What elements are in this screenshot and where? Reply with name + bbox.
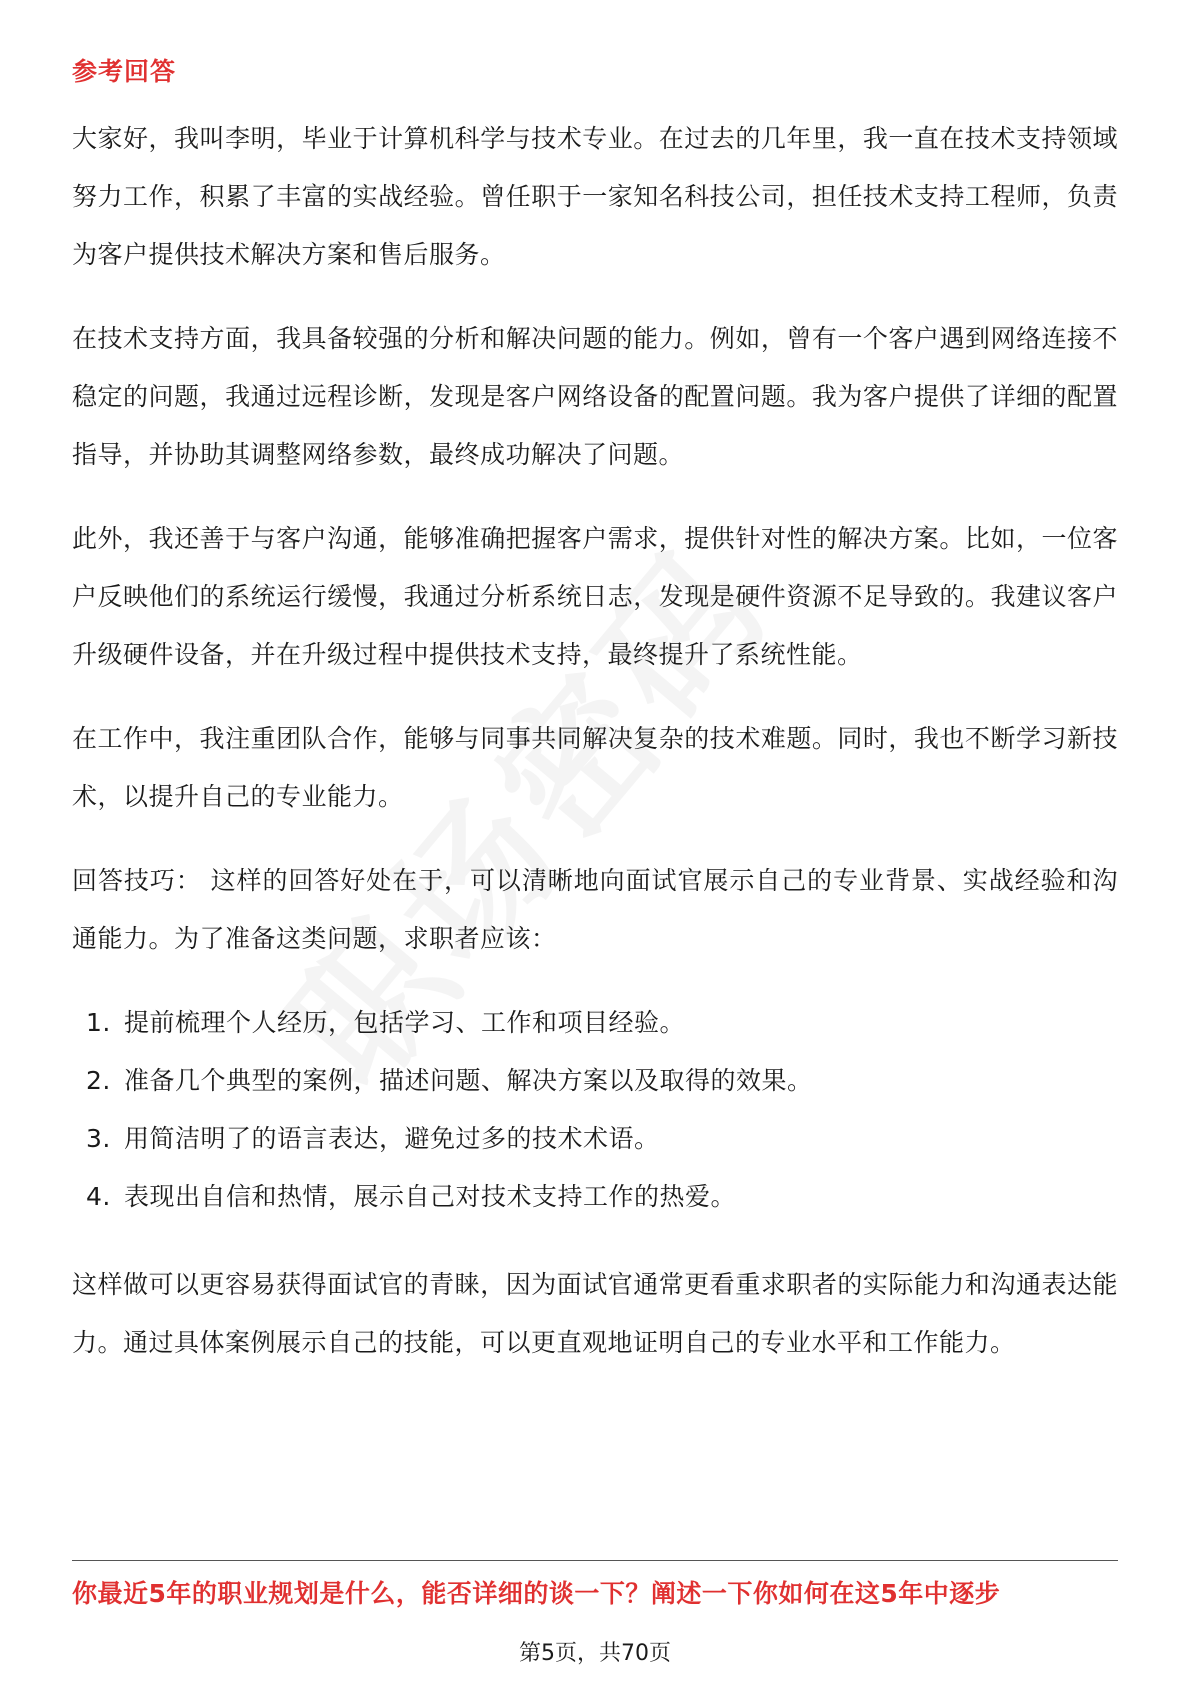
tips-intro: 回答技巧： 这样的回答好处在于，可以清晰地向面试官展示自己的专业背景、实战经验和沟通能力。为了准备这类问题，求职者应该： <box>72 866 1118 953</box>
answer-paragraph: 大家好，我叫李明，毕业于计算机科学与技术专业。在过去的几年里，我一直在技术支持领域努力工作，积累了丰富的实战经验。曾任职于一家知名科技公司，担任技术支持工程师，负责为客户提供技术解决方案和售后服务。 <box>72 124 1118 269</box>
list-item <box>72 994 1118 1052</box>
tips-list <box>72 994 1118 1226</box>
page-number: 第5页，共70页 <box>519 1641 671 1666</box>
list-item-number: 2. <box>86 1066 111 1095</box>
answer-paragraph: 在工作中，我注重团队合作，能够与同事共同解决复杂的技术难题。同时，我也不断学习新技术，以提升自己的专业能力。 <box>72 724 1118 811</box>
list-item-text: 用简洁明了的语言表达，避免过多的技术术语。 <box>124 1124 660 1153</box>
list-item-number: 3. <box>86 1124 111 1153</box>
list-item-text: 提前梳理个人经历，包括学习、工作和项目经验。 <box>124 1008 686 1037</box>
list-item-number: 4. <box>86 1182 111 1211</box>
list-item <box>72 1110 1118 1168</box>
closing-paragraph: 这样做可以更容易获得面试官的青睐，因为面试官通常更看重求职者的实际能力和沟通表达能力。通过具体案例展示自己的技能，可以更直观地证明自己的专业水平和工作能力。 <box>72 1270 1118 1357</box>
list-item-number: 1. <box>86 1008 111 1037</box>
list-item-text: 准备几个典型的案例，描述问题、解决方案以及取得的效果。 <box>124 1066 813 1095</box>
next-question-heading: 你最近5年的职业规划是什么，能否详细的谈一下？阐述一下你如何在这5年中逐步 <box>72 1579 1001 1608</box>
answer-paragraph: 此外，我还善于与客户沟通，能够准确把握客户需求，提供针对性的解决方案。比如，一位客户反映他们的系统运行缓慢，我通过分析系统日志，发现是硬件资源不足导致的。我建议客户升级硬件设备，并在升级过程中提供技术支持，最终提升了系统性能。 <box>72 524 1118 669</box>
answer-paragraph: 在技术支持方面，我具备较强的分析和解决问题的能力。例如，曾有一个客户遇到网络连接不稳定的问题，我通过远程诊断，发现是客户网络设备的配置问题。我为客户提供了详细的配置指导，并协助其调整网络参数，最终成功解决了问题。 <box>72 324 1118 469</box>
list-item <box>72 1052 1118 1110</box>
list-item-text: 表现出自信和热情，展示自己对技术支持工作的热爱。 <box>124 1182 737 1211</box>
answer-content <box>72 110 1118 1398</box>
list-item <box>72 1168 1118 1226</box>
divider <box>72 1560 1118 1561</box>
section-title: 参考回答 <box>72 57 177 86</box>
